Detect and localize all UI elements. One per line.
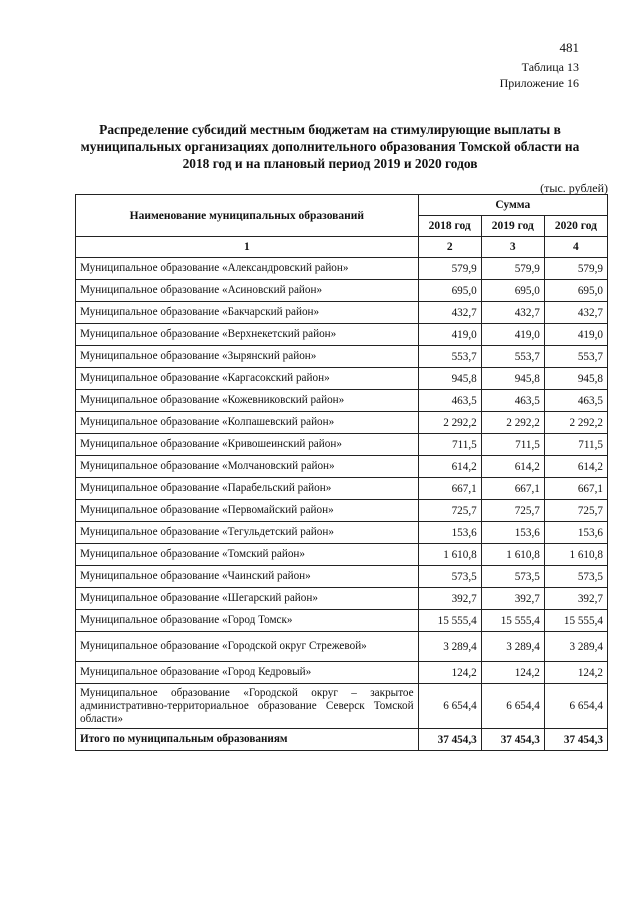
municipality-name: Муниципальное образование «Город Томск» <box>76 610 419 632</box>
value-2020: 573,5 <box>544 566 607 588</box>
table-row <box>76 302 608 324</box>
value-2019: 463,5 <box>481 390 544 412</box>
value-2019: 153,6 <box>481 522 544 544</box>
value-2019: 6 654,4 <box>481 684 544 729</box>
units-label: (тыс. рублей) <box>540 181 608 195</box>
table-row <box>76 280 608 302</box>
value-2018: 392,7 <box>418 588 481 610</box>
municipality-name: Муниципальное образование «Кожевниковский район» <box>76 390 419 412</box>
municipality-name: Муниципальное образование «Чаинский район» <box>76 566 419 588</box>
table-row <box>76 258 608 280</box>
table-row <box>76 500 608 522</box>
municipality-name: Муниципальное образование «Колпашевский район» <box>76 412 419 434</box>
value-2019: 614,2 <box>481 456 544 478</box>
value-2018: 1 610,8 <box>418 544 481 566</box>
value-2020: 945,8 <box>544 368 607 390</box>
municipality-name: Муниципальное образование «Парабельский район» <box>76 478 419 500</box>
table-row <box>76 456 608 478</box>
header-year-2019: 2019 год <box>481 216 544 237</box>
municipality-name: Муниципальное образование «Кривошеинский район» <box>76 434 419 456</box>
table-row <box>76 434 608 456</box>
municipality-name: Муниципальное образование «Город Кедровый» <box>76 662 419 684</box>
total-row <box>76 729 608 751</box>
table-row <box>76 346 608 368</box>
table-row <box>76 662 608 684</box>
value-2020: 667,1 <box>544 478 607 500</box>
value-2019: 124,2 <box>481 662 544 684</box>
value-2020: 614,2 <box>544 456 607 478</box>
value-2018: 725,7 <box>418 500 481 522</box>
municipality-name: Муниципальное образование «Первомайский район» <box>76 500 419 522</box>
municipality-name: Муниципальное образование «Тегульдетский район» <box>76 522 419 544</box>
value-2020: 392,7 <box>544 588 607 610</box>
value-2020: 463,5 <box>544 390 607 412</box>
value-2019: 3 289,4 <box>481 632 544 662</box>
value-2018: 6 654,4 <box>418 684 481 729</box>
header-year-2018: 2018 год <box>418 216 481 237</box>
value-2018: 667,1 <box>418 478 481 500</box>
value-2020: 6 654,4 <box>544 684 607 729</box>
value-2018: 695,0 <box>418 280 481 302</box>
header-sum: Сумма <box>418 195 607 216</box>
value-2020: 695,0 <box>544 280 607 302</box>
table-number: Таблица 13 <box>521 60 579 74</box>
table-row <box>76 390 608 412</box>
value-2018: 15 555,4 <box>418 610 481 632</box>
value-2018: 579,9 <box>418 258 481 280</box>
municipality-name: Муниципальное образование «Каргасокский район» <box>76 368 419 390</box>
value-2020: 711,5 <box>544 434 607 456</box>
value-2020: 124,2 <box>544 662 607 684</box>
value-2020: 419,0 <box>544 324 607 346</box>
subsidy-table <box>75 194 608 751</box>
column-number: 1 <box>76 237 419 258</box>
column-number: 4 <box>544 237 607 258</box>
value-2019: 695,0 <box>481 280 544 302</box>
value-2020: 553,7 <box>544 346 607 368</box>
value-2020: 153,6 <box>544 522 607 544</box>
page-number: 481 <box>559 40 579 55</box>
municipality-name: Муниципальное образование «Городской округ – закрытое административно-территориальное образование Северск Томской области» <box>76 684 419 729</box>
table-row <box>76 368 608 390</box>
value-2020: 1 610,8 <box>544 544 607 566</box>
value-2018: 553,7 <box>418 346 481 368</box>
table-row <box>76 684 608 729</box>
value-2018: 2 292,2 <box>418 412 481 434</box>
municipality-name: Муниципальное образование «Томский район» <box>76 544 419 566</box>
table-row <box>76 324 608 346</box>
value-2018: 124,2 <box>418 662 481 684</box>
municipality-name: Муниципальное образование «Городской округ Стрежевой» <box>76 632 419 662</box>
value-2019: 392,7 <box>481 588 544 610</box>
value-2020: 3 289,4 <box>544 632 607 662</box>
value-2019: 711,5 <box>481 434 544 456</box>
header-name-column: Наименование муниципальных образований <box>76 195 419 237</box>
value-2019: 553,7 <box>481 346 544 368</box>
value-2019: 573,5 <box>481 566 544 588</box>
table-row <box>76 478 608 500</box>
value-2019: 667,1 <box>481 478 544 500</box>
value-2018: 432,7 <box>418 302 481 324</box>
column-number: 3 <box>481 237 544 258</box>
total-2020: 37 454,3 <box>544 729 607 751</box>
total-2019: 37 454,3 <box>481 729 544 751</box>
value-2019: 1 610,8 <box>481 544 544 566</box>
value-2020: 579,9 <box>544 258 607 280</box>
value-2019: 725,7 <box>481 500 544 522</box>
column-number: 2 <box>418 237 481 258</box>
value-2018: 945,8 <box>418 368 481 390</box>
value-2019: 579,9 <box>481 258 544 280</box>
table-row <box>76 544 608 566</box>
value-2018: 3 289,4 <box>418 632 481 662</box>
table-row <box>76 566 608 588</box>
value-2020: 725,7 <box>544 500 607 522</box>
total-label: Итого по муниципальным образованиям <box>76 729 419 751</box>
table-row <box>76 632 608 662</box>
value-2020: 15 555,4 <box>544 610 607 632</box>
value-2019: 945,8 <box>481 368 544 390</box>
value-2019: 432,7 <box>481 302 544 324</box>
value-2020: 432,7 <box>544 302 607 324</box>
municipality-name: Муниципальное образование «Бакчарский район» <box>76 302 419 324</box>
table-body <box>76 258 608 729</box>
value-2019: 419,0 <box>481 324 544 346</box>
value-2018: 573,5 <box>418 566 481 588</box>
municipality-name: Муниципальное образование «Верхнекетский район» <box>76 324 419 346</box>
value-2020: 2 292,2 <box>544 412 607 434</box>
appendix-label: Приложение 16 <box>499 76 579 90</box>
value-2018: 419,0 <box>418 324 481 346</box>
value-2019: 2 292,2 <box>481 412 544 434</box>
municipality-name: Муниципальное образование «Александровский район» <box>76 258 419 280</box>
header-year-2020: 2020 год <box>544 216 607 237</box>
value-2018: 711,5 <box>418 434 481 456</box>
total-2018: 37 454,3 <box>418 729 481 751</box>
municipality-name: Муниципальное образование «Молчановский район» <box>76 456 419 478</box>
table-row <box>76 588 608 610</box>
municipality-name: Муниципальное образование «Зырянский район» <box>76 346 419 368</box>
municipality-name: Муниципальное образование «Асиновский район» <box>76 280 419 302</box>
municipality-name: Муниципальное образование «Шегарский район» <box>76 588 419 610</box>
document-title: Распределение субсидий местным бюджетам на стимулирующие выплаты в муниципальных организациях дополнительного образования Томской области на 2018 год и на плановый период 2019 и 2020 годов <box>80 122 580 171</box>
value-2018: 614,2 <box>418 456 481 478</box>
table-row <box>76 412 608 434</box>
value-2019: 15 555,4 <box>481 610 544 632</box>
value-2018: 463,5 <box>418 390 481 412</box>
table-row <box>76 610 608 632</box>
value-2018: 153,6 <box>418 522 481 544</box>
table-row <box>76 522 608 544</box>
